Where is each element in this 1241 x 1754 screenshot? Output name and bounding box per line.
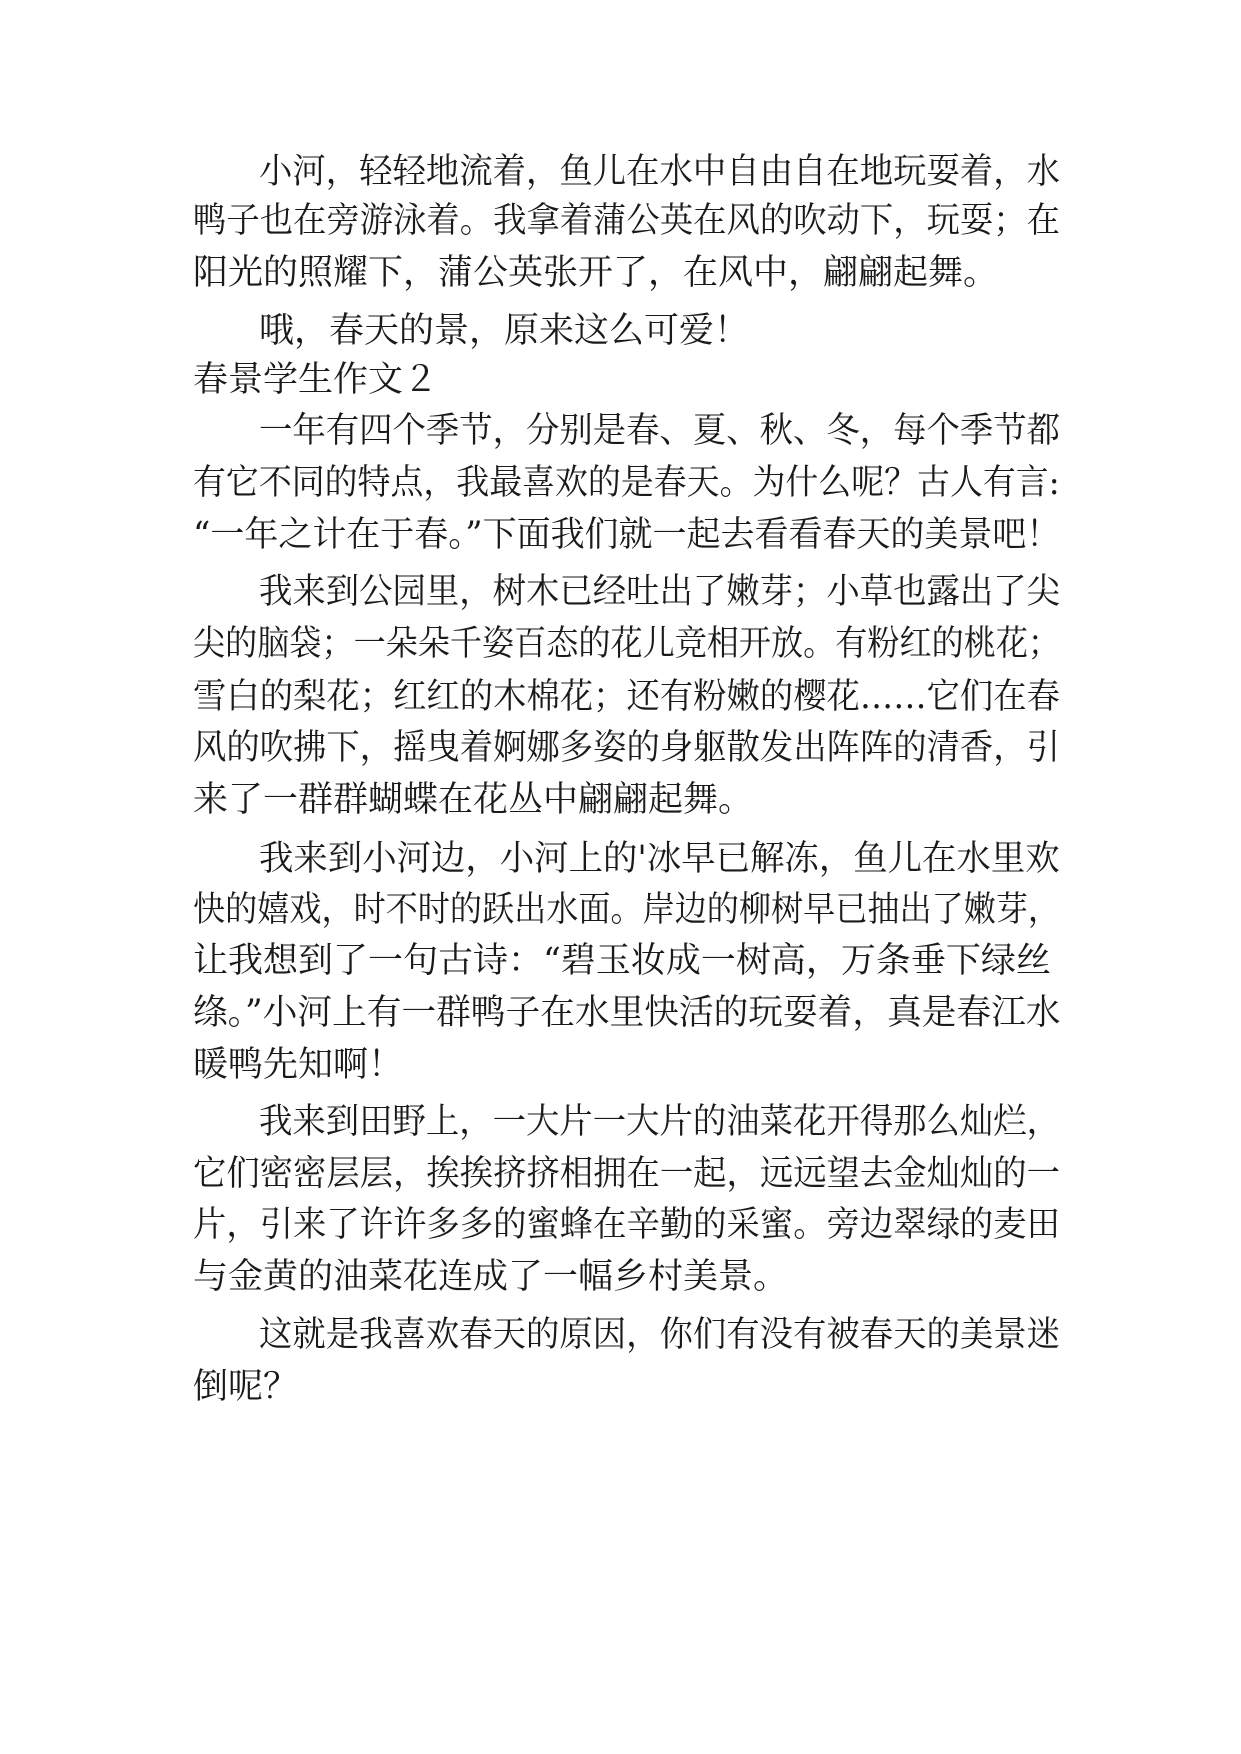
text-line: 有它不同的特点，我最喜欢的是春天。为什么呢？古人有言: — [193, 463, 1060, 503]
text-line: 风的吹拂下，摇曳着婀娜多姿的身躯散发出阵阵的清香，引 — [193, 728, 1060, 768]
text-line: “一年之计在于春。”下面我们就一起去看看春天的美景吧！ — [193, 515, 1061, 555]
text-line: 快的嬉戏，时不时的跃出水面。岸边的柳树早已抽出了嫩芽， — [193, 890, 1061, 930]
text-line: 它们密密层层，挨挨挤挤相拥在一起，远远望去金灿灿的一 — [193, 1154, 1060, 1194]
text-line: 我来到公园里，树木已经吐出了嫩芽；小草也露出了尖 — [259, 572, 1061, 612]
text-line: 哦，春天的景，原来这么可爱！ — [259, 311, 750, 351]
text-line: 我来到小河边，小河上的'冰早已解冻，鱼儿在水里欢 — [259, 839, 1060, 879]
text-line: 这就是我喜欢春天的原因，你们有没有被春天的美景迷 — [259, 1315, 1061, 1355]
text-line: 一年有四个季节，分别是春、夏、秋、冬，每个季节都 — [259, 411, 1061, 451]
text-line: 阳光的照耀下，蒲公英张开了，在风中，翩翩起舞。 — [193, 253, 999, 293]
text-line: 与金黄的油菜花连成了一幅乡村美景。 — [193, 1257, 789, 1297]
text-line: 鸭子也在旁游泳着。我拿着蒲公英在风的吹动下，玩耍；在 — [193, 201, 1060, 241]
text-line: 尖的脑袋；一朵朵千姿百态的花儿竞相开放。有粉红的桃花； — [193, 624, 1061, 664]
text-line: 雪白的梨花；红红的木棉花；还有粉嫩的樱花……它们在春 — [193, 677, 1060, 717]
text-line: 暖鸭先知啊！ — [193, 1045, 404, 1085]
text-line: 小河，轻轻地流着，鱼儿在水中自由自在地玩耍着，水 — [259, 152, 1061, 192]
text-line: 来了一群群蝴蝶在花丛中翩翩起舞。 — [193, 780, 754, 820]
section-title: 春景学生作文２ — [193, 360, 439, 400]
text-line: 片，引来了许许多多的蜜蜂在辛勤的采蜜。旁边翠绿的麦田 — [193, 1205, 1060, 1245]
text-line: 绦。”小河上有一群鸭子在水里快活的玩耍着，真是春江水 — [193, 993, 1061, 1033]
text-line: 让我想到了一句古诗：“碧玉妆成一树高，万条垂下绿丝 — [193, 941, 1051, 981]
text-line: 倒呢？ — [193, 1367, 299, 1407]
text-line: 我来到田野上，一大片一大片的油菜花开得那么灿烂， — [259, 1102, 1061, 1142]
